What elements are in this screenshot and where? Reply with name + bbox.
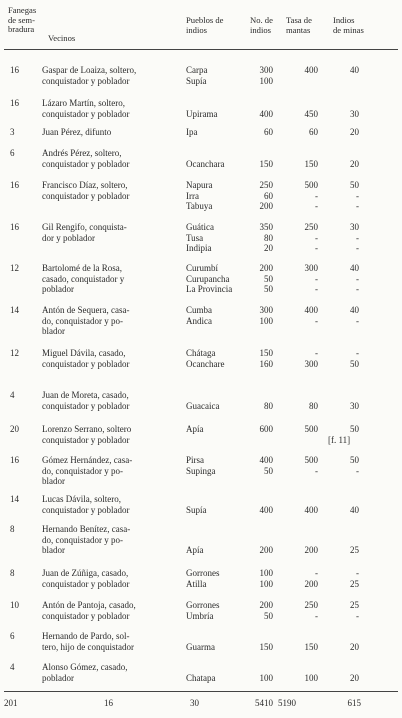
cell-no-indios: 50 (264, 273, 273, 284)
cell-vecino: Juan Pérez, difunto (42, 127, 112, 137)
cell-indios-minas: 40 (350, 263, 359, 273)
cell-pueblo: Atilla (186, 578, 207, 589)
cell-indios-minas: 20 (350, 127, 359, 137)
cell-vecino: Juan de Zúñiga, casado, (42, 568, 129, 578)
folio-note: [f. 11] (328, 434, 351, 445)
cell-pueblo: Upirama (186, 108, 218, 119)
total-indios-minas: 615 (347, 698, 361, 708)
cell-pueblo: Cumba (186, 305, 212, 315)
cell-indios-minas: - (356, 190, 359, 201)
cell-pueblo: Chatapa (186, 672, 216, 683)
cell-indios-minas: 50 (350, 455, 359, 465)
cell-tasa: - (315, 201, 318, 211)
cell-no-indios: 80 (264, 232, 273, 243)
cell-fanegas: 8 (10, 524, 15, 534)
header-fanegas: Fanegas (8, 5, 37, 15)
cell-fanegas: 14 (10, 494, 19, 504)
cell-fanegas: 12 (10, 348, 19, 358)
cell-tasa: 400 (304, 504, 318, 515)
cell-tasa: - (315, 348, 318, 358)
cell-pueblo: Tabuya (186, 201, 213, 211)
header-tasa: mantas (286, 24, 311, 35)
cell-indios-minas: 30 (350, 222, 359, 232)
cell-indios-minas: - (356, 232, 359, 243)
cell-tasa: 300 (304, 358, 318, 369)
header-indios-minas: de minas (333, 24, 364, 35)
cell-indios-minas: - (356, 348, 359, 358)
cell-vecino: conquistador y poblador (42, 504, 130, 515)
cell-indios-minas: 25 (350, 545, 359, 555)
cell-vecino: Hernando Benítez, casa- (42, 524, 131, 534)
cell-fanegas: 16 (10, 222, 19, 232)
cell-no-indios: 100 (259, 672, 273, 683)
cell-vecino: tero, hijo de conquistador (42, 641, 134, 652)
cell-vecino: do, conquistador y po- (42, 465, 123, 476)
cell-pueblo: Guática (186, 222, 214, 232)
cell-tasa: 300 (304, 263, 318, 273)
cell-no-indios: 20 (264, 243, 273, 253)
cell-pueblo: Chátaga (186, 348, 216, 358)
cell-vecino: blador (42, 326, 65, 336)
cell-vecino: conquistador y poblador (42, 108, 130, 119)
cell-pueblo: Indipia (186, 243, 212, 253)
cell-indios-minas: 40 (350, 65, 359, 75)
cell-indios-minas: - (356, 284, 359, 294)
cell-vecino: Alonso Gómez, casado, (42, 662, 128, 672)
cell-pueblo: Ipa (186, 127, 198, 137)
cell-no-indios: 250 (259, 180, 273, 190)
cell-indios-minas: - (356, 243, 359, 253)
cell-vecino: conquistador y poblador (42, 158, 130, 169)
cell-pueblo: Ocanchare (186, 358, 225, 369)
cell-fanegas: 8 (10, 568, 15, 578)
cell-vecino: Bartolomé de la Rosa, (42, 263, 122, 273)
cell-vecino: conquistador y poblador (42, 610, 130, 621)
cell-indios-minas: 20 (350, 158, 359, 169)
cell-pueblo: Apía (186, 424, 204, 434)
cell-no-indios: 100 (259, 578, 273, 589)
cell-no-indios: 200 (259, 201, 273, 211)
cell-tasa: - (315, 243, 318, 253)
cell-tasa: 200 (304, 578, 318, 589)
cell-no-indios: 100 (259, 75, 273, 86)
cell-tasa: - (315, 465, 318, 476)
cell-fanegas: 16 (10, 98, 19, 108)
cell-indios-minas: 25 (350, 600, 359, 610)
cell-no-indios: 50 (264, 284, 273, 294)
cell-pueblo: Umbría (186, 610, 214, 621)
cell-indios-minas: 25 (350, 578, 359, 589)
cell-pueblo: Guacaica (186, 400, 220, 411)
header-tasa: Tasa de (286, 15, 312, 25)
cell-no-indios: 400 (259, 108, 273, 119)
cell-tasa: 60 (309, 127, 318, 137)
cell-vecino: blador (42, 545, 65, 555)
header-fanegas: de sem- (8, 14, 35, 25)
cell-no-indios: 50 (264, 465, 273, 476)
cell-no-indios: 80 (264, 400, 273, 411)
cell-indios-minas: 20 (350, 641, 359, 652)
cell-vecino: Juan de Moreta, casado, (42, 390, 129, 400)
cell-indios-minas: 50 (350, 180, 359, 190)
cell-tasa: 500 (304, 424, 318, 434)
cell-tasa: - (315, 610, 318, 621)
header-no-indios: indios (250, 24, 272, 35)
cell-pueblo: Gorrones (186, 568, 220, 578)
cell-fanegas: 3 (10, 127, 15, 137)
cell-pueblo: Carpa (186, 65, 208, 75)
cell-pueblo: Ocanchara (186, 158, 225, 169)
cell-pueblo: Tusa (186, 232, 204, 243)
cell-pueblo: Irra (186, 190, 199, 201)
cell-indios-minas: 40 (350, 305, 359, 315)
cell-pueblo: Supía (186, 75, 207, 86)
cell-vecino: Gil Rengifo, conquista- (42, 222, 127, 232)
header-rule (4, 49, 398, 50)
totals-rule (4, 691, 398, 692)
cell-fanegas: 6 (10, 631, 15, 641)
cell-vecino: blador (42, 476, 65, 486)
cell-vecino: conquistador y poblador (42, 75, 130, 86)
cell-fanegas: 10 (10, 600, 19, 610)
cell-tasa: 450 (304, 108, 318, 119)
cell-fanegas: 6 (10, 148, 15, 158)
cell-no-indios: 60 (264, 127, 273, 137)
cell-no-indios: 150 (259, 348, 273, 358)
cell-fanegas: 16 (10, 65, 19, 75)
cell-vecino: Andrés Pérez, soltero, (42, 148, 122, 158)
cell-vecino: poblador (42, 284, 74, 294)
cell-fanegas: 16 (10, 455, 19, 465)
cell-no-indios: 200 (259, 600, 273, 610)
cell-indios-minas: - (356, 273, 359, 284)
cell-pueblo: Curumbí (186, 263, 219, 273)
cell-vecino: conquistador y poblador (42, 578, 130, 589)
cell-indios-minas: 30 (350, 400, 359, 411)
cell-vecino: Hernando de Pardo, sol- (42, 631, 130, 641)
cell-vecino: Antón de Pantoja, casado, (42, 600, 136, 610)
cell-tasa: 500 (304, 455, 318, 465)
cell-pueblo: Supinga (186, 465, 216, 476)
cell-no-indios: 160 (259, 358, 273, 369)
cell-no-indios: 100 (259, 568, 273, 578)
cell-tasa: 200 (304, 545, 318, 555)
cell-tasa: - (315, 190, 318, 201)
cell-fanegas: 4 (10, 390, 15, 400)
total-vecinos: 16 (104, 698, 113, 708)
total-fanegas: 201 (4, 698, 18, 708)
cell-fanegas: 4 (10, 662, 15, 672)
cell-vecino: do, conquistador y po- (42, 315, 123, 326)
cell-vecino: dor y poblador (42, 232, 95, 243)
cell-vecino: Antón de Sequera, casa- (42, 305, 130, 315)
cell-vecino: poblador (42, 672, 74, 683)
cell-fanegas: 20 (10, 424, 19, 434)
cell-vecino: conquistador y poblador (42, 190, 130, 201)
cell-pueblo: Curupancha (186, 273, 230, 284)
cell-tasa: 150 (304, 641, 318, 652)
cell-vecino: Lucas Dávila, soltero, (42, 494, 121, 504)
cell-no-indios: 400 (259, 504, 273, 515)
cell-vecino: Lorenzo Serrano, soltero (42, 424, 132, 434)
cell-indios-minas: - (356, 201, 359, 211)
cell-indios-minas: 50 (350, 358, 359, 369)
cell-pueblo: Supía (186, 504, 207, 515)
cell-indios-minas: - (356, 610, 359, 621)
cell-fanegas: 14 (10, 305, 19, 315)
cell-pueblo: Napura (186, 180, 213, 190)
cell-indios-minas: 30 (350, 108, 359, 119)
cell-no-indios: 350 (259, 222, 273, 232)
cell-no-indios: 300 (259, 65, 273, 75)
cell-no-indios: 200 (259, 545, 273, 555)
cell-indios-minas: - (356, 568, 359, 578)
cell-indios-minas: - (356, 465, 359, 476)
total-pueblos: 30 (190, 698, 199, 708)
cell-indios-minas: - (356, 315, 359, 326)
total-tasa: 5190 (278, 698, 296, 708)
cell-no-indios: 100 (259, 315, 273, 326)
header-vecinos: Vecinos (48, 33, 76, 43)
cell-indios-minas: 40 (350, 504, 359, 515)
cell-no-indios: 150 (259, 641, 273, 652)
cell-tasa: - (315, 273, 318, 284)
header-no-indios: No. de (250, 15, 273, 25)
cell-pueblo: Apía (186, 545, 204, 555)
total-no-indios: 5410 (255, 698, 273, 708)
cell-fanegas: 16 (10, 180, 19, 190)
cell-vecino: Lázaro Martín, soltero, (42, 98, 125, 108)
cell-indios-minas: 20 (350, 672, 359, 683)
cell-tasa: 250 (304, 222, 318, 232)
header-pueblos: Pueblos de (186, 15, 224, 25)
cell-tasa: - (315, 568, 318, 578)
cell-no-indios: 200 (259, 263, 273, 273)
cell-no-indios: 400 (259, 455, 273, 465)
cell-pueblo: Andica (186, 315, 212, 326)
cell-vecino: Gómez Hernández, casa- (42, 455, 133, 465)
cell-indios-minas: 50 (350, 424, 359, 434)
cell-tasa: 80 (309, 400, 318, 411)
cell-vecino: do, conquistador y po- (42, 534, 123, 545)
cell-tasa: 150 (304, 158, 318, 169)
cell-no-indios: 600 (259, 424, 273, 434)
cell-tasa: 100 (304, 672, 318, 683)
cell-tasa: 250 (304, 600, 318, 610)
cell-pueblo: La Provincia (186, 284, 233, 294)
cell-vecino: Miguel Dávila, casado, (42, 348, 126, 358)
cell-no-indios: 50 (264, 610, 273, 621)
header-indios-minas: Indios (333, 15, 355, 25)
cell-tasa: - (315, 232, 318, 243)
cell-pueblo: Guarma (186, 641, 215, 652)
cell-tasa: - (315, 284, 318, 294)
cell-no-indios: 300 (259, 305, 273, 315)
cell-no-indios: 60 (264, 190, 273, 201)
header-fanegas: bradura (8, 24, 35, 34)
cell-tasa: 500 (304, 180, 318, 190)
cell-vecino: conquistador y poblador (42, 434, 130, 445)
header-pueblos: indios (186, 24, 208, 35)
cell-vecino: conquistador y poblador (42, 358, 130, 369)
cell-pueblo: Gorrones (186, 600, 220, 610)
cell-tasa: 400 (304, 65, 318, 75)
cell-vecino: Gaspar de Loaiza, soltero, (42, 65, 137, 75)
cell-pueblo: Pirsa (186, 455, 204, 465)
cell-tasa: - (315, 315, 318, 326)
cell-fanegas: 12 (10, 263, 19, 273)
cell-vecino: conquistador y poblador (42, 400, 130, 411)
cell-vecino: Francisco Díaz, soltero, (42, 180, 128, 190)
cell-vecino: casado, conquistador y (42, 273, 125, 284)
cell-tasa: 400 (304, 305, 318, 315)
cell-no-indios: 150 (259, 158, 273, 169)
